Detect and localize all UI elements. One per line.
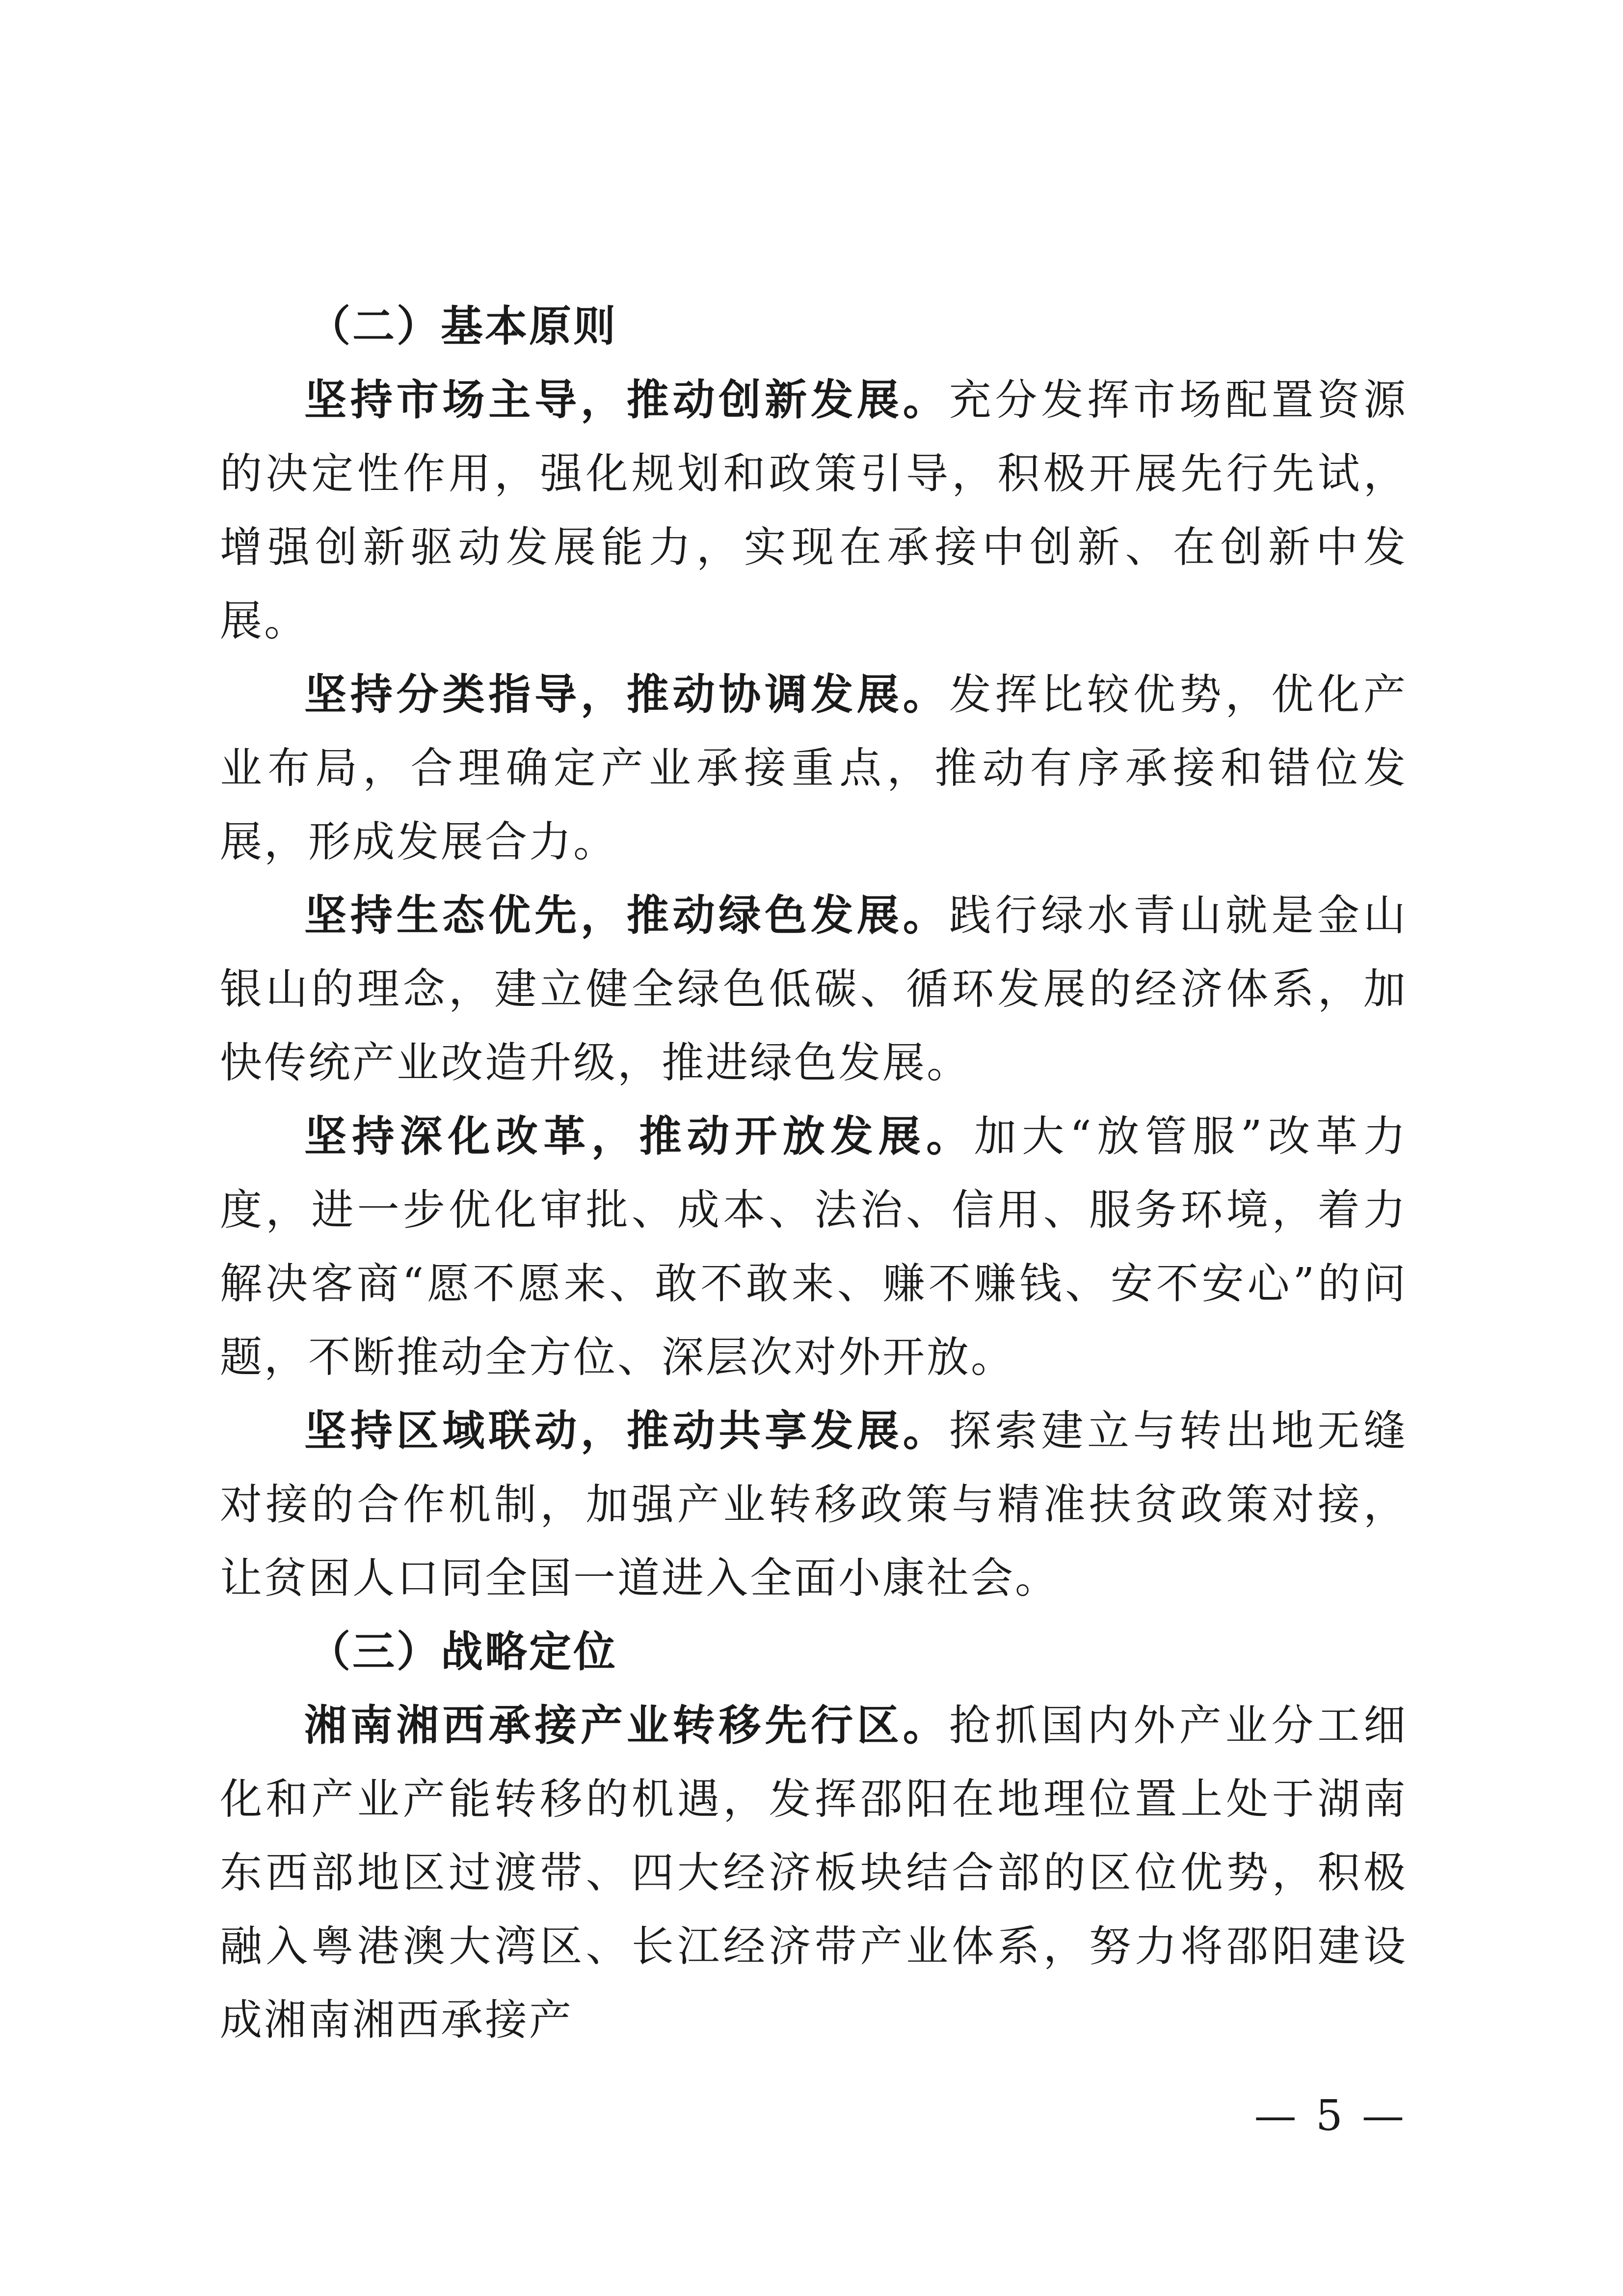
paragraph-lead: 坚持分类指导，推动协调发展。: [304, 670, 949, 719]
paragraph-pilot-zone: [220, 1689, 1408, 2057]
paragraph-classified-guidance: [220, 658, 1408, 879]
paragraph-ecology-first: [220, 879, 1408, 1100]
paragraph-body: 践行绿水青山就是金山银山的理念，建立健全绿色低碳、循环发展的经济体系，加快传统产业改造升级，推进绿色发展。: [220, 891, 1408, 1087]
paragraph-market-led: [220, 363, 1408, 658]
paragraph-body: 发挥比较优势，优化产业布局，合理确定产业承接重点，推动有序承接和错位发展，形成发展合力。: [220, 670, 1408, 866]
paragraph-regional-linkage: [220, 1394, 1408, 1615]
document-body: [220, 290, 1408, 2057]
paragraph-lead: 坚持深化改革，推动开放发展。: [304, 1111, 974, 1161]
page-number: — 5 —: [1254, 2091, 1407, 2140]
paragraph-deepen-reform: [220, 1100, 1408, 1394]
paragraph-lead: 坚持生态优先，推动绿色发展。: [304, 891, 949, 940]
paragraph-lead: 湘南湘西承接产业转移先行区。: [304, 1701, 949, 1750]
section-heading-strategic-positioning: （三）战略定位: [308, 1627, 617, 1676]
paragraph-lead: 坚持区域联动，推动共享发展。: [304, 1406, 949, 1456]
paragraph-lead: 坚持市场主导，推动创新发展。: [304, 375, 949, 425]
paragraph-body: 充分发挥市场配置资源的决定性作用，强化规划和政策引导，积极开展先行先试，增强创新驱动发展能力，实现在承接中创新、在创新中发展。: [220, 376, 1408, 646]
paragraph-body: 加大“放管服”改革力度，进一步优化审批、成本、法治、信用、服务环境，着力解决客商“愿不愿来、敢不敢来、赚不赚钱、安不安心”的问题，不断推动全方位、深层次对外开放。: [220, 1112, 1408, 1382]
paragraph-body: 抢抓国内外产业分工细化和产业产能转移的机遇，发挥邵阳在地理位置上处于湖南东西部地区过渡带、四大经济板块结合部的区位优势，积极融入粤港澳大湾区、长江经济带产业体系，努力将邵阳建设成湘南湘西承接产: [220, 1701, 1408, 2045]
paragraph-body: 探索建立与转出地无缝对接的合作机制，加强产业转移政策与精准扶贫政策对接，让贫困人口同全国一道进入全面小康社会。: [220, 1406, 1408, 1603]
section-heading-principles: （二）基本原则: [308, 301, 617, 351]
